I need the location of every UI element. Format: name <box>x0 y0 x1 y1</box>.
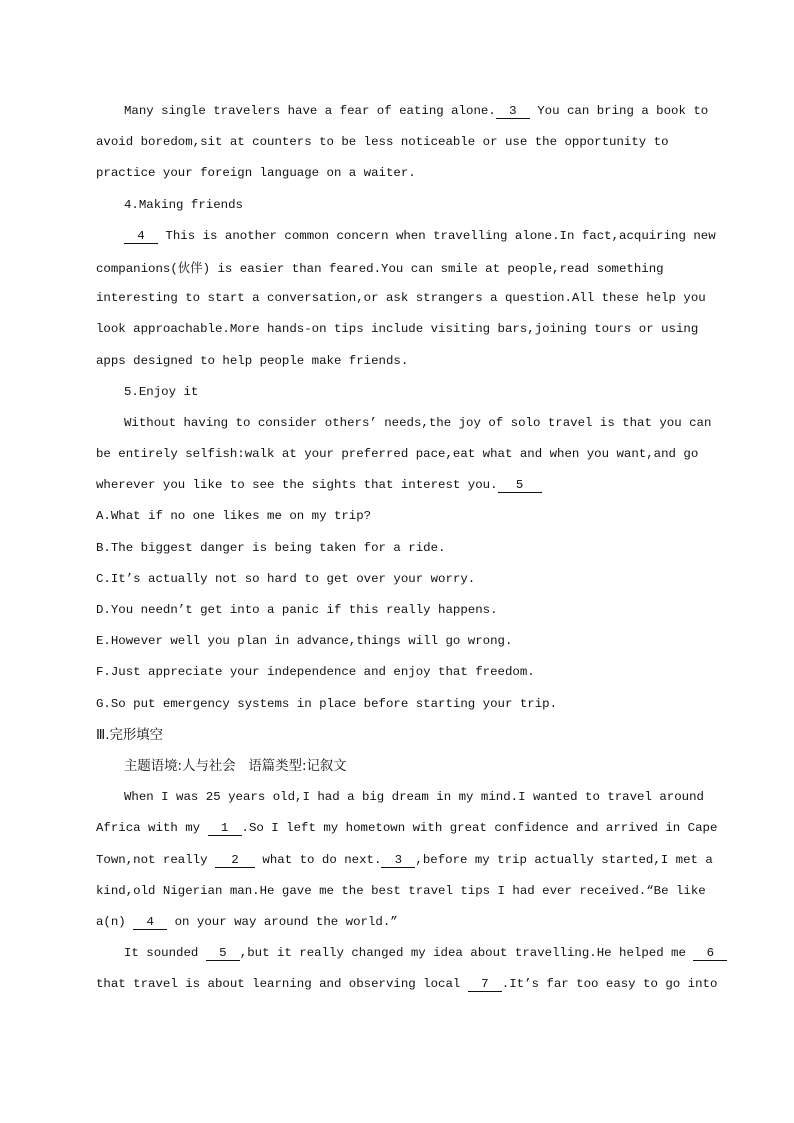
option-e: E.However well you plan in advance,things will go wrong. <box>96 634 513 649</box>
heading-making-friends: 4.Making friends <box>124 197 243 212</box>
option-b: B.The biggest danger is being taken for a ride. <box>96 540 446 555</box>
text: It sounded <box>124 946 206 961</box>
text: ) is easier than feared.You can smile at people,read something <box>202 261 664 276</box>
cloze-line2 <box>96 813 718 844</box>
cloze-blank-5: 5 <box>206 946 240 961</box>
text: on your way around the world.” <box>167 914 398 929</box>
section-title: Ⅲ.完形填空 <box>96 727 164 743</box>
document-page <box>96 96 718 1000</box>
text: what to do next. <box>254 852 382 867</box>
option-d: D.You needn’t get into a panic if this really happens. <box>96 603 498 617</box>
text: .So I left my hometown with great confidence and arrived in Cape <box>241 821 718 836</box>
option-g: G.So put emergency systems in place before starting your trip. <box>96 696 558 711</box>
cloze-blank-4: 4 <box>133 915 167 930</box>
blank-4: 4 <box>124 229 158 244</box>
text: .It’s far too easy to go into <box>501 977 718 992</box>
para2-line3: interesting to start a conversation,or ask strangers a question.All these help you <box>96 291 706 306</box>
para2-line2 <box>96 252 696 283</box>
para3-line3 <box>96 470 696 501</box>
section-theme: 主题语境:人与社会 语篇类型:记叙文 <box>124 758 347 774</box>
cloze-blank-2: 2 <box>215 853 255 868</box>
cloze-line6 <box>96 938 715 969</box>
cloze-blank-3: 3 <box>381 853 415 868</box>
cloze-line4: kind,old Nigerian man.He gave me the best travel tips I had ever received.“Be like <box>96 883 706 898</box>
text: You can bring a book to <box>529 104 709 118</box>
text-cjk: 伙伴 <box>177 259 203 275</box>
blank-3: 3 <box>496 104 530 119</box>
cloze-line3 <box>96 845 713 876</box>
cloze-blank-1: 1 <box>208 821 242 836</box>
heading-enjoy-it: 5.Enjoy it <box>124 384 199 399</box>
para2-line4: look approachable.More hands-on tips include visiting bars,joining tours or using <box>96 322 699 337</box>
cloze-blank-6: 6 <box>693 946 727 961</box>
text: a(n) <box>96 914 134 929</box>
text: Africa with my <box>96 821 208 836</box>
para2-line1 <box>96 221 716 252</box>
para1-line3: practice your foreign language on a waiter. <box>96 166 416 181</box>
option-c: C.It’s actually not so hard to get over your worry. <box>96 571 476 586</box>
cloze-line5 <box>96 907 696 938</box>
blank-5: 5 <box>498 478 542 493</box>
para1-line2: avoid boredom,sit at counters to be less noticeable or use the opportunity to <box>96 135 669 150</box>
para1-line1 <box>96 96 709 127</box>
cloze-line1: When I was 25 years old,I had a big dream in my mind.I wanted to travel around <box>124 790 704 805</box>
text: wherever you like to see the sights that interest you. <box>96 478 498 493</box>
text: companions( <box>96 261 178 276</box>
para3-line1: Without having to consider others’ needs,the joy of solo travel is that you can <box>124 415 712 430</box>
text: ,but it really changed my idea about travelling.He helped me <box>239 946 694 961</box>
option-a: A.What if no one likes me on my trip? <box>96 509 372 524</box>
text: Many single travelers have a fear of eating alone. <box>124 104 496 118</box>
para3-line2: be entirely selfish:walk at your preferred pace,eat what and when you want,and go <box>96 447 699 462</box>
text: This is another common concern when travelling alone.In fact,acquiring new <box>158 228 716 243</box>
text: that travel is about learning and observing local <box>96 977 468 992</box>
option-f: F.Just appreciate your independence and enjoy that freedom. <box>96 665 535 680</box>
para2-line5: apps designed to help people make friends. <box>96 353 409 368</box>
text: ,before my trip actually started,I met a <box>415 852 713 867</box>
cloze-blank-7: 7 <box>468 977 502 992</box>
cloze-line7 <box>96 969 718 1000</box>
text: Town,not really <box>96 852 215 867</box>
